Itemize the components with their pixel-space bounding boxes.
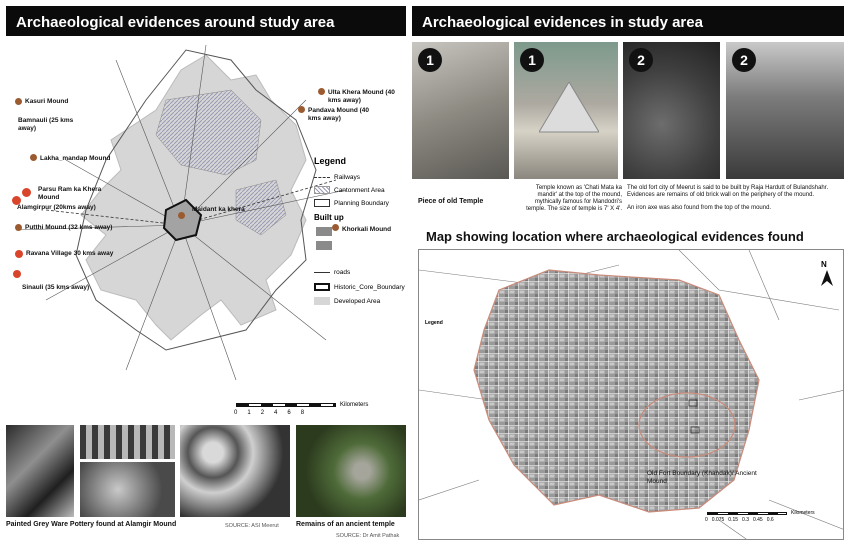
photo-badge-1a: 1	[418, 48, 442, 72]
left-scale-unit: Kilometers	[340, 402, 369, 408]
legend-roads: roads	[314, 269, 350, 276]
parsu-ram-marker	[22, 188, 31, 197]
legend-developed: Developed Area	[314, 297, 380, 305]
left-scale-ticks: 0 1 2 4 6 8	[234, 410, 305, 416]
temple-caption: Remains of an ancient temple	[296, 521, 395, 528]
right-scale-ticks: 0 0.075 0.15 0.3 0.45 0.6	[705, 517, 774, 523]
iron-axe-caption: An iron axe was also found from the top of the mound.	[627, 205, 772, 211]
site-label-ulta-khera: Ulta Khera Mound (40 kms away)	[328, 89, 395, 104]
site-label-sinauli: Sinauli (35 kms away)	[22, 284, 90, 291]
legend-built-up-swatch-1	[316, 227, 332, 236]
source-pathak: SOURCE: Dr Amit Pathak	[336, 533, 400, 539]
photo-badge-2a: 2	[629, 48, 653, 72]
site-label-putthi: Putthi Mound (32 kms away)	[25, 224, 113, 231]
legend-historic-core: Historic_Core_Boundary	[314, 283, 405, 291]
chati-mata-photo	[514, 42, 618, 179]
map-legend-title: Legend	[425, 320, 443, 326]
legend-planning: Planning Boundary	[314, 199, 389, 207]
putthi-mound-marker	[15, 224, 22, 231]
ulta-khera-marker	[318, 88, 325, 95]
site-label-ravana: Ravana Village 30 kms away	[26, 250, 114, 257]
right-panel-title: Archaeological evidences in study area	[412, 6, 844, 36]
pandava-mound-marker	[298, 106, 305, 113]
study-area-map-svg	[419, 250, 844, 540]
old-temple-caption: Piece of old Temple	[418, 198, 484, 205]
chati-mata-caption: Temple known as 'Chati Mata ka mandir' at the top of the mound, mythically famous for Mandodri's temple. The size of temple is 7' X 4'.	[526, 185, 622, 212]
north-arrow: N	[821, 260, 827, 269]
pottery-photo-1	[6, 425, 74, 517]
left-panel-title: Archaeological evidences around study area	[6, 6, 406, 36]
maidant-ka-khera-marker	[178, 212, 185, 219]
site-label-lakha-mandap: Lakha_mandap Mound	[40, 155, 111, 162]
site-label-khorkali: Khorkali Mound	[342, 226, 392, 233]
right-scale-bar	[707, 512, 787, 515]
site-label-alamgirpur: Alamgirpur (20kms away)	[17, 204, 96, 211]
khorkali-mound-marker	[332, 224, 339, 231]
pottery-photo-4	[180, 425, 290, 517]
fort-wall-photo-1	[623, 42, 720, 179]
site-label-parsu-ram: Parsu Ram ka Khera Mound	[38, 186, 102, 201]
pyramid-temple-shape	[539, 82, 599, 142]
kasuri-mound-marker	[15, 98, 22, 105]
legend-built-up-swatch-2	[316, 241, 332, 250]
site-label-pandava: Pandava Mound (40 kms away)	[308, 107, 370, 122]
site-label-kasuri: Kasuri Mound	[25, 98, 69, 105]
site-label-maidant: Maidant ka khera	[192, 206, 245, 213]
site-label-bamnauli: Bamnauli (25 kms away)	[18, 117, 74, 132]
source-asi: SOURCE: ASI Meerut	[225, 523, 279, 529]
left-scale-bar	[236, 403, 336, 407]
north-arrow-icon	[821, 270, 833, 286]
old-fort-label: Old Fort Boundary (Khandak)/ Ancient Mound	[647, 470, 757, 485]
legend-title: Legend	[314, 156, 347, 166]
study-area-map	[418, 249, 844, 540]
legend-cantonment: Cantonment Area	[314, 186, 385, 194]
pottery-photo-3	[80, 462, 175, 517]
sinauli-marker	[13, 270, 21, 278]
legend-railways: Railways	[314, 174, 360, 181]
legend-built-up-title: Built up	[314, 213, 344, 222]
pottery-caption: Painted Grey Ware Pottery found at Alamgir Mound	[6, 521, 177, 528]
fort-caption: The old fort city of Meerut is said to be built by Raja Hardutt of Bulandshahr. Evidences are remains of old brick wall on the periphery of the mound.	[627, 185, 829, 198]
pottery-photo-2	[80, 425, 175, 459]
right-scale-unit: Kilometers	[791, 510, 815, 516]
map-title: Map showing location where archaeological evidences found	[426, 229, 804, 244]
photo-badge-1b: 1	[520, 48, 544, 72]
fort-wall-photo-2	[726, 42, 844, 179]
ancient-temple-photo	[296, 425, 406, 517]
ravana-village-marker	[15, 250, 23, 258]
photo-badge-2b: 2	[732, 48, 756, 72]
old-temple-photo	[412, 42, 509, 179]
lakha-mandap-marker	[30, 154, 37, 161]
